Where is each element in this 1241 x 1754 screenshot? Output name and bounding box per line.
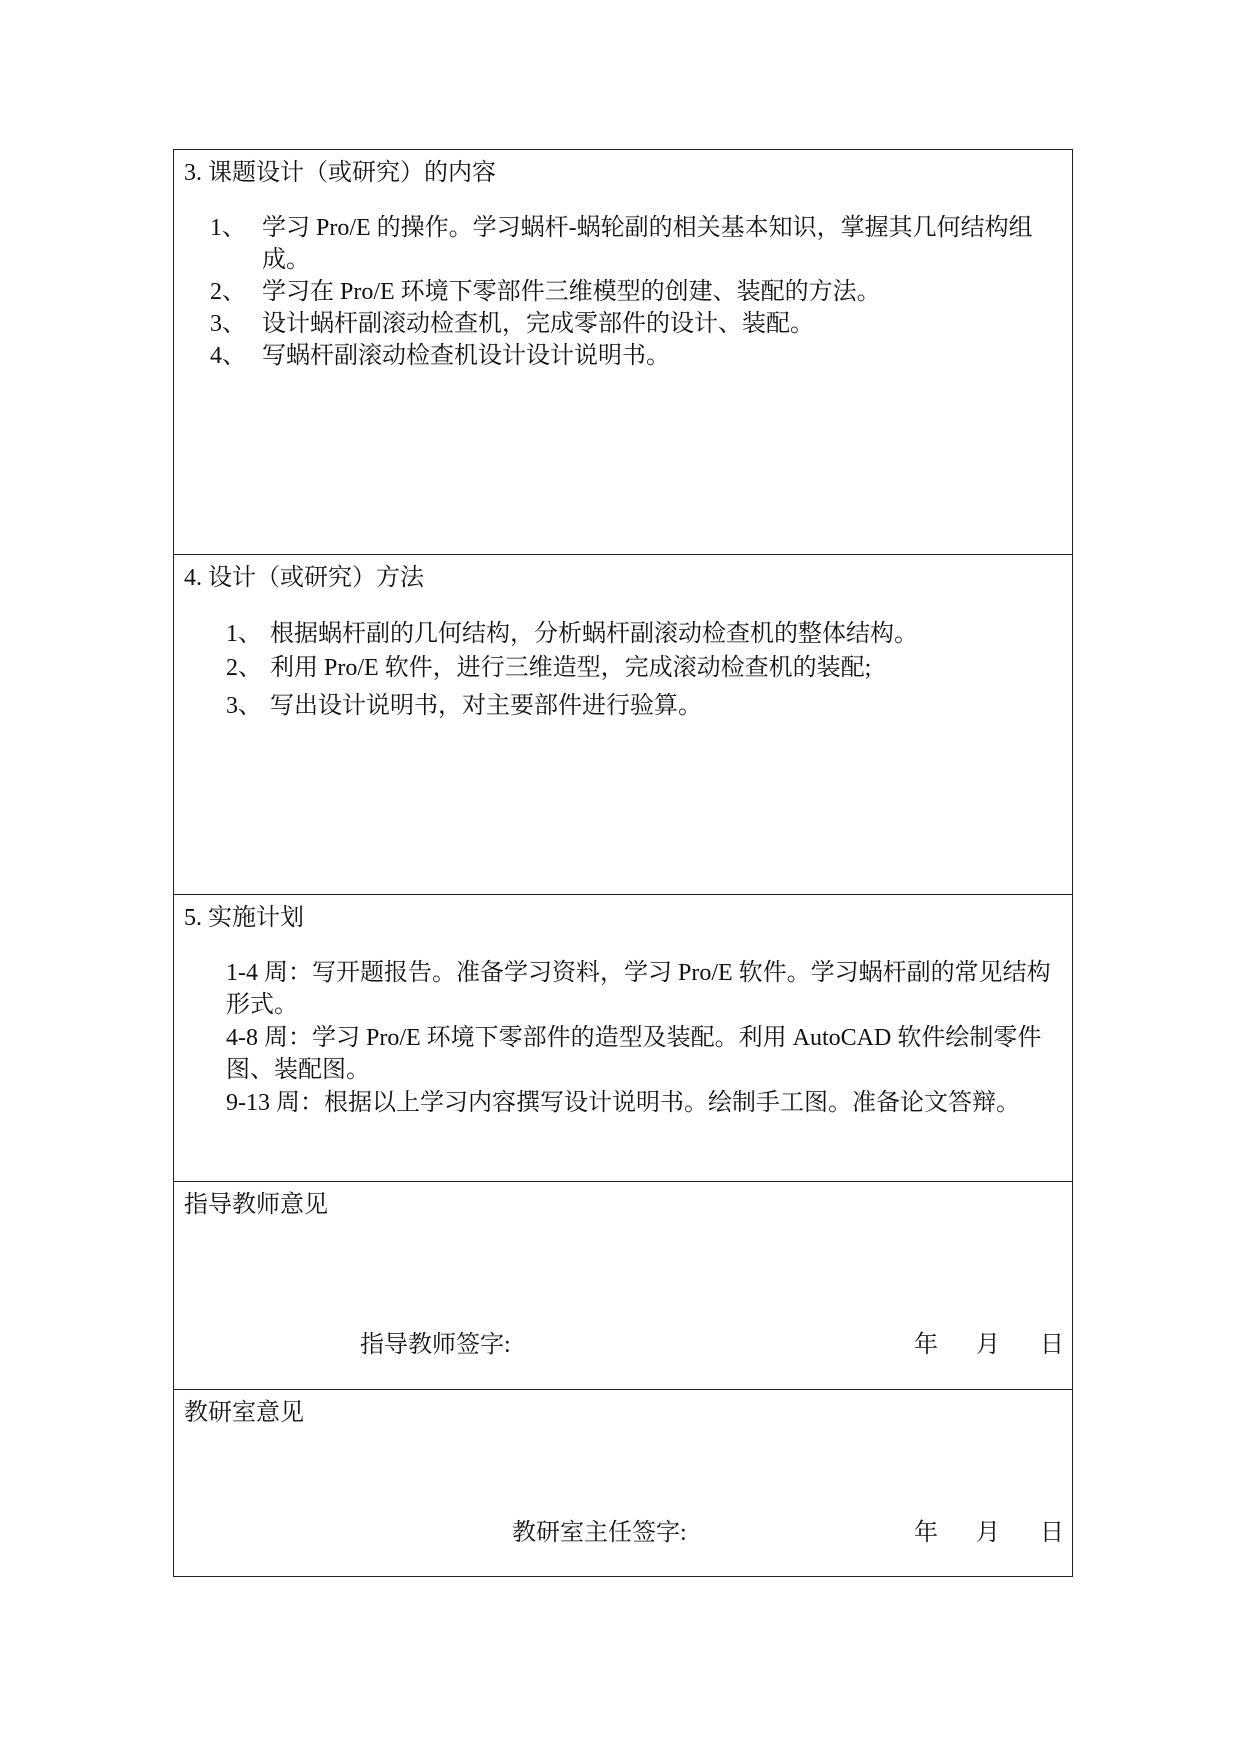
plan-item: 1-4 周：写开题报告。准备学习资料，学习 Pro/E 软件。学习蜗杆副的常见结构形式。: [226, 960, 1051, 1018]
item-number: 1、: [226, 621, 262, 647]
date-day: 日: [1040, 1332, 1064, 1358]
section-design-method: [174, 555, 1072, 895]
list-item: [210, 276, 1056, 308]
proposal-form-table: [173, 149, 1073, 1577]
section-advisor-opinion: [174, 1182, 1072, 1390]
plan-list: [226, 957, 1064, 1120]
item-number: 2、: [210, 279, 246, 305]
list-item: [210, 308, 1056, 340]
date-month: 月: [976, 1332, 1000, 1358]
date-day: 日: [1040, 1520, 1064, 1546]
section-heading: 4. 设计（或研究）方法: [184, 565, 424, 591]
section-heading: 指导教师意见: [184, 1192, 328, 1218]
date-year: 年: [914, 1520, 938, 1546]
list-item: [210, 340, 1056, 372]
item-text: 写出设计说明书，对主要部件进行验算。: [270, 693, 702, 719]
advisor-signature-label: 指导教师签字:: [360, 1332, 511, 1358]
list-item: [210, 212, 1056, 276]
item-text: 设计蜗杆副滚动检查机，完成零部件的设计、装配。: [262, 311, 814, 337]
section-implementation-plan: [174, 895, 1072, 1182]
list-item: [226, 689, 1046, 723]
plan-item: 9-13 周：根据以上学习内容撰写设计说明书。绘制手工图。准备论文答辩。: [226, 1090, 1020, 1116]
list-item: [226, 617, 1046, 651]
item-text: 利用 Pro/E 软件，进行三维造型，完成滚动检查机的装配;: [270, 655, 872, 681]
method-list: [226, 617, 1046, 723]
section-heading: 教研室意见: [184, 1400, 304, 1426]
list-item: [226, 651, 1046, 685]
section-heading: 5. 实施计划: [184, 905, 304, 931]
section-heading: 3. 课题设计（或研究）的内容: [184, 160, 496, 186]
plan-item: 4-8 周：学习 Pro/E 环境下零部件的造型及装配。利用 AutoCAD 软件绘制零件图、装配图。: [226, 1025, 1042, 1083]
item-number: 2、: [226, 655, 262, 681]
section-design-content: [174, 150, 1072, 555]
date-year: 年: [914, 1332, 938, 1358]
item-number: 1、: [210, 215, 246, 241]
item-text: 学习在 Pro/E 环境下零部件三维模型的创建、装配的方法。: [262, 279, 881, 305]
item-number: 4、: [210, 343, 246, 369]
item-text: 根据蜗杆副的几何结构，分析蜗杆副滚动检查机的整体结构。: [270, 621, 918, 647]
office-signature-label: 教研室主任签字:: [512, 1520, 687, 1546]
section-office-opinion: [174, 1390, 1072, 1576]
item-text: 学习 Pro/E 的操作。学习蜗杆-蜗轮副的相关基本知识，掌握其几何结构组成。: [262, 215, 1033, 273]
date-month: 月: [976, 1520, 1000, 1546]
item-number: 3、: [210, 311, 246, 337]
content-list: [210, 212, 1056, 372]
item-number: 3、: [226, 693, 262, 719]
item-text: 写蜗杆副滚动检查机设计设计说明书。: [262, 343, 670, 369]
